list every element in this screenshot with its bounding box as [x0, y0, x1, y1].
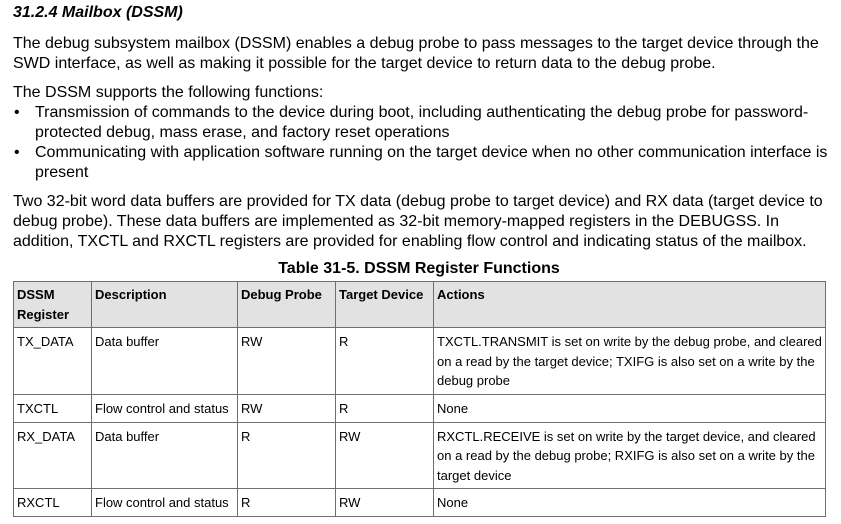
- bullet-icon: •: [14, 144, 20, 161]
- cell-actions: None: [434, 489, 826, 517]
- cell-target-device: RW: [336, 422, 434, 489]
- cell-actions: TXCTL.TRANSMIT is set on write by the debug probe, and cleared on a read by the target device; TXIFG is also set on a write by the debug probe: [434, 328, 826, 395]
- cell-description: Data buffer: [92, 422, 238, 489]
- functions-list: [13, 103, 831, 183]
- cell-debug-probe: R: [238, 422, 336, 489]
- bullet-icon: •: [14, 104, 20, 121]
- section-title: 31.2.4 Mailbox (DSSM): [13, 4, 183, 21]
- cell-description: Flow control and status: [92, 394, 238, 422]
- cell-target-device: RW: [336, 489, 434, 517]
- table-title: Table 31-5. DSSM Register Functions: [278, 260, 560, 277]
- cell-register: TXCTL: [14, 394, 92, 422]
- cell-actions: None: [434, 394, 826, 422]
- cell-description: Data buffer: [92, 328, 238, 395]
- cell-actions: RXCTL.RECEIVE is set on write by the target device, and cleared on a read by the debug probe; RXIFG is also set on a write by the target device: [434, 422, 826, 489]
- cell-target-device: R: [336, 328, 434, 395]
- table-row: [14, 394, 826, 422]
- cell-register: RX_DATA: [14, 422, 92, 489]
- cell-register: TX_DATA: [14, 328, 92, 395]
- buffers-paragraph: Two 32-bit word data buffers are provided for TX data (debug probe to target device) and RX data (target device to debug probe). These data buffers are implemented as 32-bit memory-mapped registers in the DEBUGSS. In addition, TXCTL and RXCTL registers are provided for enabling flow control and indicating status of the mailbox.: [13, 193, 823, 250]
- cell-debug-probe: RW: [238, 394, 336, 422]
- list-item-text: Transmission of commands to the device during boot, including authenticating the debug probe for password-protected debug, mass erase, and factory reset operations: [35, 104, 809, 141]
- header-register: DSSM Register: [14, 282, 92, 328]
- list-item: [13, 103, 831, 143]
- cell-debug-probe: R: [238, 489, 336, 517]
- intro-paragraph: The debug subsystem mailbox (DSSM) enables a debug probe to pass messages to the target device through the SWD interface, as well as making it possible for the target device to return data to the debug probe.: [13, 35, 819, 72]
- register-table: [13, 281, 826, 517]
- functions-lead-paragraph: The DSSM supports the following functions:: [13, 84, 324, 101]
- list-item: [13, 143, 831, 183]
- document-page: [13, 0, 831, 517]
- table-header-row: [14, 282, 826, 328]
- list-item-text: Communicating with application software running on the target device when no other communication interface is present: [35, 144, 828, 181]
- cell-debug-probe: RW: [238, 328, 336, 395]
- table-row: [14, 489, 826, 517]
- cell-target-device: R: [336, 394, 434, 422]
- header-debug-probe: Debug Probe: [238, 282, 336, 328]
- table-row: [14, 422, 826, 489]
- cell-description: Flow control and status: [92, 489, 238, 517]
- table-row: [14, 328, 826, 395]
- header-description: Description: [92, 282, 238, 328]
- header-actions: Actions: [434, 282, 826, 328]
- header-target-device: Target Device: [336, 282, 434, 328]
- cell-register: RXCTL: [14, 489, 92, 517]
